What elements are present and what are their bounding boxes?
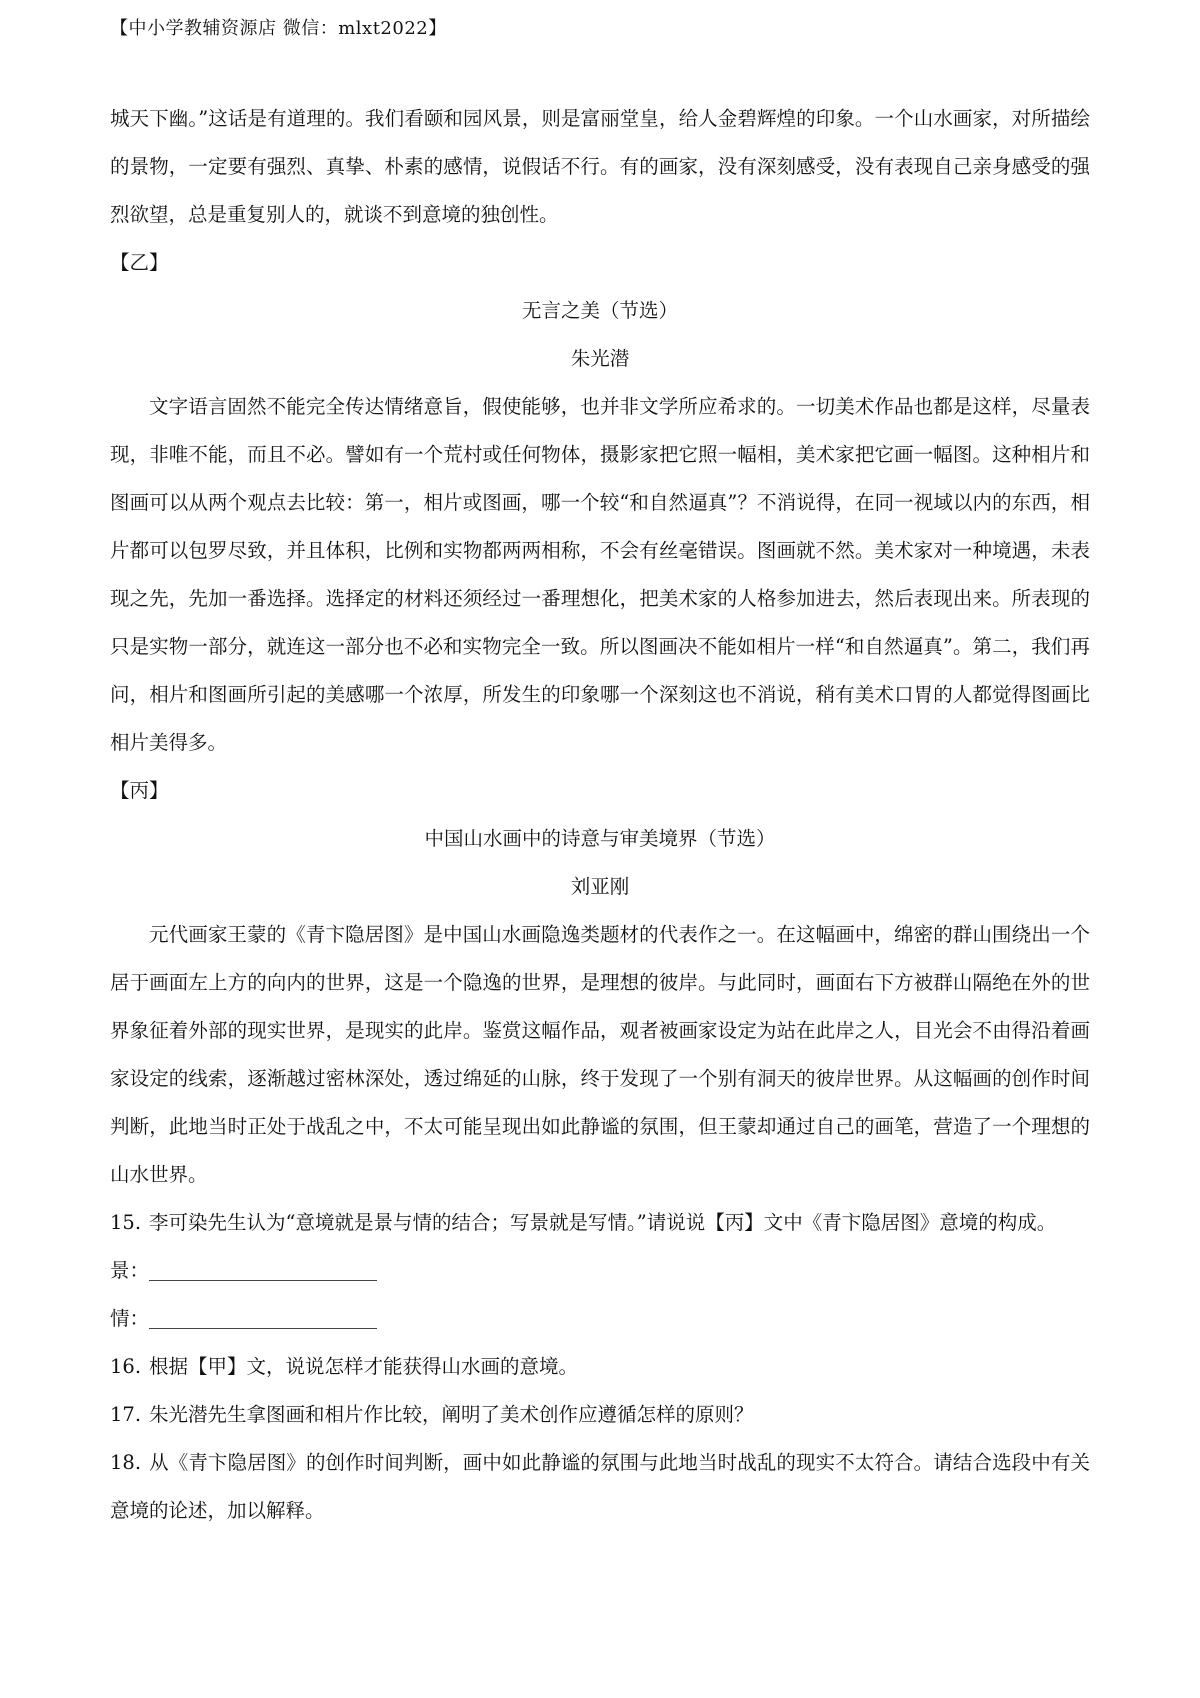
- section-bing-title: 中国山水画中的诗意与审美境界（节选）: [424, 827, 776, 850]
- answer-scene-blank[interactable]: [149, 1254, 377, 1281]
- answer-scene-row: [110, 1247, 1090, 1295]
- question-number: 17.: [110, 1403, 142, 1426]
- answer-scene-label: 景：: [110, 1259, 150, 1282]
- question-text: 根据【甲】文，说说怎样才能获得山水画的意境。: [149, 1355, 579, 1378]
- answer-emotion-label: 情：: [110, 1307, 150, 1330]
- question-text: 李可染先生认为“意境就是景与情的结合；写景就是写情。”请说说【丙】文中《青卞隐居图》意境的构成。: [149, 1211, 1057, 1234]
- question-17: [110, 1391, 1090, 1439]
- question-18: [110, 1439, 1090, 1535]
- section-bing-author: 刘亚刚: [570, 875, 630, 898]
- question-number: 15.: [110, 1211, 142, 1234]
- answer-emotion-blank[interactable]: [149, 1302, 377, 1329]
- passage-jia-tail: 城天下幽。”这话是有道理的。我们看颐和园风景，则是富丽堂皇，给人金碧辉煌的印象。一个山水画家，对所描绘的景物，一定要有强烈、真挚、朴素的感情，说假话不行。有的画家，没有深刻感受，没有表现自己亲身感受的强烈欲望，总是重复别人的，就谈不到意境的独创性。: [110, 107, 1090, 226]
- section-yi-title: 无言之美（节选）: [521, 299, 678, 322]
- section-bing-body: 元代画家王蒙的《青卞隐居图》是中国山水画隐逸类题材的代表作之一。在这幅画中，绵密的群山围绕出一个居于画面左上方的向内的世界，这是一个隐逸的世界，是理想的彼岸。与此同时，画面右下方被群山隔绝在外的世界象征着外部的现实世界，是现实的此岸。鉴赏这幅作品，观者被画家设定为站在此岸之人，目光会不由得沿着画家设定的线索，逐渐越过密林深处，透过绵延的山脉，终于发现了一个别有洞天的彼岸世界。从这幅画的创作时间判断，此地当时正处于战乱之中，不太可能呈现出如此静谧的氛围，但王蒙却通过自己的画笔，营造了一个理想的山水世界。: [110, 923, 1090, 1186]
- question-number: 16.: [110, 1355, 142, 1378]
- question-number: 18.: [110, 1451, 142, 1474]
- page-header: 【中小学教辅资源店 微信：mlxt2022】: [110, 18, 447, 39]
- question-text: 从《青卞隐居图》的创作时间判断，画中如此静谧的氛围与此地当时战乱的现实不太符合。请结合选段中有关意境的论述，加以解释。: [110, 1451, 1090, 1522]
- document-content: [110, 95, 1090, 1535]
- section-yi-label: 【乙】: [110, 251, 169, 274]
- question-text: 朱光潜先生拿图画和相片作比较，阐明了美术创作应遵循怎样的原则？: [149, 1403, 754, 1426]
- section-bing-label: 【丙】: [110, 779, 169, 802]
- section-yi-author: 朱光潜: [570, 347, 630, 370]
- answer-emotion-row: [110, 1295, 1090, 1343]
- question-15: [110, 1199, 1090, 1247]
- section-yi-body: 文字语言固然不能完全传达情绪意旨，假使能够，也并非文学所应希求的。一切美术作品也都是这样，尽量表现，非唯不能，而且不必。譬如有一个荒村或任何物体，摄影家把它照一幅相，美术家把它画一幅图。这种相片和图画可以从两个观点去比较：第一，相片或图画，哪一个较“和自然逼真”？不消说得，在同一视域以内的东西，相片都可以包罗尽致，并且体积，比例和实物都两两相称，不会有丝毫错误。图画就不然。美术家对一种境遇，未表现之先，先加一番选择。选择定的材料还须经过一番理想化，把美术家的人格参加进去，然后表现出来。所表现的只是实物一部分，就连这一部分也不必和实物完全一致。所以图画决不能如相片一样“和自然逼真”。第二，我们再问，相片和图画所引起的美感哪一个浓厚，所发生的印象哪一个深刻这也不消说，稍有美术口胃的人都觉得图画比相片美得多。: [110, 395, 1090, 754]
- question-16: [110, 1343, 1090, 1391]
